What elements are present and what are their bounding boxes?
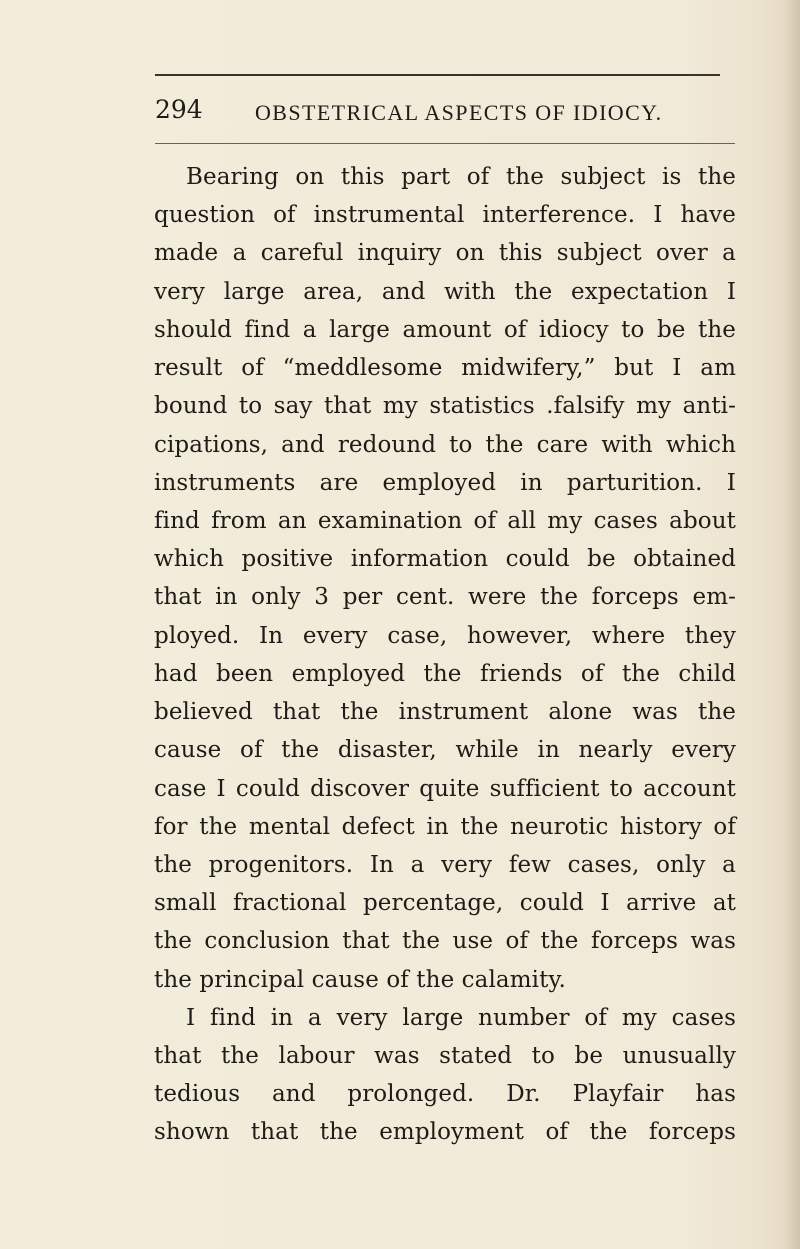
text-line: I find in a very large number of my cases: [186, 1004, 736, 1031]
text-line: case I could discover quite sufficient to account: [154, 775, 736, 802]
text-line: the progenitors. In a very few cases, only a: [154, 851, 736, 878]
text-line: which positive information could be obtained: [154, 546, 736, 573]
body-text: [154, 158, 736, 1152]
text-line: that the labour was stated to be unusually: [154, 1043, 736, 1070]
text-line: for the mental defect in the neurotic history of: [154, 813, 736, 840]
text-line: Bearing on this part of the subject is the: [186, 164, 736, 190]
text-line: ployed. In every case, however, where they: [154, 622, 736, 649]
text-line: shown that the employment of the forceps: [154, 1119, 736, 1146]
page-number: 294: [155, 95, 203, 124]
page-edge-shadow: [782, 0, 800, 1249]
text-line: very large area, and with the expectation I: [154, 278, 736, 305]
text-line: small fractional percentage, could I arrive at: [154, 890, 736, 917]
text-line: made a careful inquiry on this subject over a: [154, 240, 736, 267]
text-line: cause of the disaster, while in nearly every: [154, 737, 736, 764]
text-line: the conclusion that the use of the forceps was: [154, 928, 736, 955]
text-line: believed that the instrument alone was the: [154, 699, 736, 726]
text-line: instruments are employed in parturition. I: [154, 469, 736, 496]
text-line: question of instrumental interference. I have: [154, 202, 736, 229]
header-top-rule: [155, 74, 720, 76]
text-line: should find a large amount of idiocy to be the: [154, 316, 736, 343]
text-line: find from an examination of all my cases about: [154, 507, 736, 534]
running-head: OBSTETRICAL ASPECTS OF IDIOCY.: [255, 100, 663, 125]
text-line: the principal cause of the calamity.: [154, 966, 566, 993]
text-line: bound to say that my statistics .falsify my anti-: [154, 393, 736, 420]
text-line: tedious and prolonged. Dr. Playfair has: [154, 1081, 736, 1108]
header-bottom-rule: [155, 143, 735, 144]
page-header: [155, 95, 735, 131]
text-line: had been employed the friends of the child: [154, 660, 736, 687]
text-line: result of “meddlesome midwifery,” but I am: [154, 355, 736, 382]
text-line: that in only 3 per cent. were the forceps em-: [154, 584, 736, 611]
text-line: cipations, and redound to the care with which: [154, 431, 736, 458]
